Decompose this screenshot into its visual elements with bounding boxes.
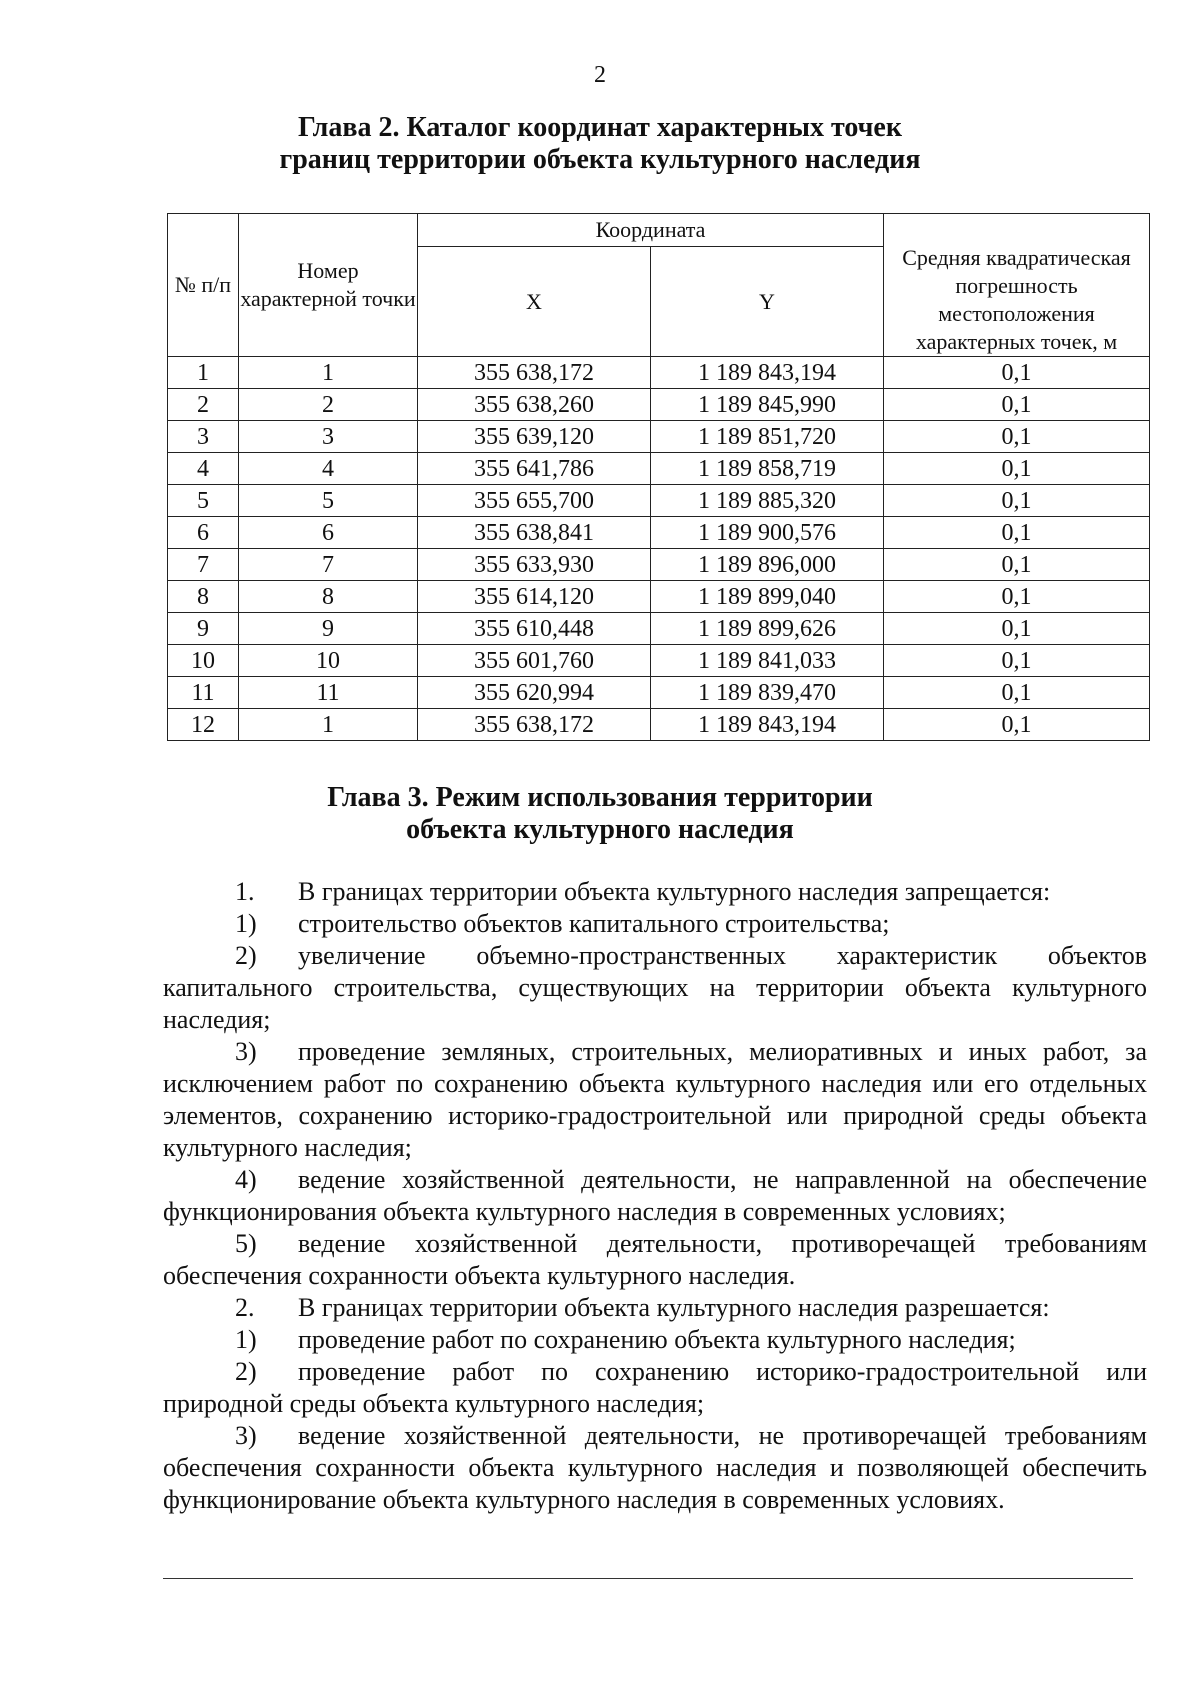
cell-y: 1 189 885,320 (651, 485, 884, 517)
list-marker: 5) (235, 1229, 257, 1258)
cell-point: 3 (239, 421, 418, 453)
page-number: 2 (594, 62, 606, 88)
list-marker: 1) (235, 909, 257, 938)
cell-x: 355 638,260 (418, 389, 651, 421)
list-text: В границах территории объекта культурного наследия разрешается: (298, 1293, 1050, 1322)
cell-point: 9 (239, 613, 418, 645)
cell-y: 1 189 843,194 (651, 357, 884, 389)
list-text: проведение земляных, строительных, мелиоративных и иных работ, за исключением работ по сохранению объекта культурного наследия или его отдельных элементов, сохранению историко-градостроительной или природной среды объекта культурного наследия; (163, 1037, 1147, 1162)
list-marker: 1. (235, 877, 255, 906)
cell-x: 355 620,994 (418, 677, 651, 709)
cell-x: 355 655,700 (418, 485, 651, 517)
cell-error: 0,1 (884, 581, 1150, 613)
table-row (168, 517, 1150, 549)
cell-point: 1 (239, 709, 418, 741)
table-row (168, 357, 1150, 389)
table-row (168, 677, 1150, 709)
header-error: Средняя квадратическая погрешность местоположения характерных точек, м (884, 214, 1150, 357)
cell-error: 0,1 (884, 613, 1150, 645)
coordinates-table (167, 213, 1150, 741)
list-item (163, 1164, 1147, 1228)
list-item (163, 1292, 1147, 1324)
cell-point: 7 (239, 549, 418, 581)
cell-point: 4 (239, 453, 418, 485)
cell-y: 1 189 899,040 (651, 581, 884, 613)
table-row (168, 485, 1150, 517)
list-text: ведение хозяйственной деятельности, противоречащей требованиям обеспечения сохранности объекта культурного наследия. (163, 1229, 1147, 1290)
chapter2-title-line1: Глава 2. Каталог координат характерных точек (298, 112, 902, 143)
cell-point: 5 (239, 485, 418, 517)
cell-y: 1 189 851,720 (651, 421, 884, 453)
list-item (163, 908, 1147, 940)
cell-x: 355 610,448 (418, 613, 651, 645)
list-item (163, 1324, 1147, 1356)
list-item (163, 1036, 1147, 1164)
list-text: В границах территории объекта культурного наследия запрещается: (298, 877, 1051, 906)
list-text: увеличение объемно-пространственных характеристик объектов капитального строительства, существующих на территории объекта культурного наследия; (163, 941, 1147, 1034)
cell-x: 355 639,120 (418, 421, 651, 453)
cell-x: 355 614,120 (418, 581, 651, 613)
cell-point: 6 (239, 517, 418, 549)
cell-num: 3 (168, 421, 239, 453)
cell-x: 355 638,841 (418, 517, 651, 549)
list-marker: 1) (235, 1325, 257, 1354)
header-y: Y (651, 247, 884, 357)
header-x: X (418, 247, 651, 357)
chapter3-heading (0, 782, 1200, 846)
cell-x: 355 638,172 (418, 357, 651, 389)
cell-y: 1 189 843,194 (651, 709, 884, 741)
table-row (168, 613, 1150, 645)
cell-num: 4 (168, 453, 239, 485)
list-text: ведение хозяйственной деятельности, не направленной на обеспечение функционирования объекта культурного наследия в современных условиях; (163, 1165, 1147, 1226)
cell-y: 1 189 858,719 (651, 453, 884, 485)
cell-num: 9 (168, 613, 239, 645)
cell-y: 1 189 845,990 (651, 389, 884, 421)
cell-point: 10 (239, 645, 418, 677)
list-item (163, 940, 1147, 1036)
cell-error: 0,1 (884, 517, 1150, 549)
cell-num: 1 (168, 357, 239, 389)
cell-x: 355 638,172 (418, 709, 651, 741)
cell-error: 0,1 (884, 389, 1150, 421)
chapter2-heading (0, 112, 1200, 176)
cell-error: 0,1 (884, 549, 1150, 581)
cell-num: 8 (168, 581, 239, 613)
cell-point: 11 (239, 677, 418, 709)
list-marker: 2) (235, 1357, 257, 1386)
cell-num: 7 (168, 549, 239, 581)
cell-point: 8 (239, 581, 418, 613)
cell-num: 5 (168, 485, 239, 517)
cell-y: 1 189 900,576 (651, 517, 884, 549)
cell-num: 11 (168, 677, 239, 709)
cell-x: 355 633,930 (418, 549, 651, 581)
cell-error: 0,1 (884, 421, 1150, 453)
cell-error: 0,1 (884, 485, 1150, 517)
cell-error: 0,1 (884, 357, 1150, 389)
cell-num: 6 (168, 517, 239, 549)
table-row (168, 709, 1150, 741)
cell-y: 1 189 896,000 (651, 549, 884, 581)
cell-error: 0,1 (884, 645, 1150, 677)
cell-x: 355 641,786 (418, 453, 651, 485)
list-item (163, 1420, 1147, 1516)
cell-y: 1 189 899,626 (651, 613, 884, 645)
cell-y: 1 189 839,470 (651, 677, 884, 709)
chapter3-title-line2: объекта культурного наследия (406, 814, 794, 845)
list-item (163, 1228, 1147, 1292)
table-row (168, 421, 1150, 453)
cell-x: 355 601,760 (418, 645, 651, 677)
table-row (168, 645, 1150, 677)
header-point: Номер характерной точки (239, 214, 418, 357)
table-row (168, 389, 1150, 421)
list-text: проведение работ по сохранению историко-градостроительной или природной среды объекта культурного наследия; (163, 1357, 1147, 1418)
chapter3-body (163, 876, 1147, 1516)
list-text: строительство объектов капитального строительства; (298, 909, 890, 938)
header-coordinate: Координата (418, 214, 884, 247)
list-marker: 4) (235, 1165, 257, 1194)
cell-point: 1 (239, 357, 418, 389)
cell-y: 1 189 841,033 (651, 645, 884, 677)
cell-error: 0,1 (884, 453, 1150, 485)
list-item (163, 876, 1147, 908)
header-num: № п/п (168, 214, 239, 357)
list-marker: 3) (235, 1421, 257, 1450)
cell-num: 10 (168, 645, 239, 677)
table-row (168, 581, 1150, 613)
table-row (168, 453, 1150, 485)
list-marker: 3) (235, 1037, 257, 1066)
list-marker: 2) (235, 941, 257, 970)
cell-point: 2 (239, 389, 418, 421)
cell-error: 0,1 (884, 709, 1150, 741)
list-item (163, 1356, 1147, 1420)
table-row (168, 549, 1150, 581)
cell-num: 12 (168, 709, 239, 741)
chapter2-title-line2: границ территории объекта культурного наследия (279, 144, 921, 175)
list-text: проведение работ по сохранению объекта культурного наследия; (298, 1325, 1016, 1354)
bottom-rule (163, 1578, 1133, 1579)
table-body (168, 357, 1150, 741)
list-marker: 2. (235, 1293, 255, 1322)
chapter3-title-line1: Глава 3. Режим использования территории (327, 782, 873, 813)
cell-num: 2 (168, 389, 239, 421)
cell-error: 0,1 (884, 677, 1150, 709)
list-text: ведение хозяйственной деятельности, не противоречащей требованиям обеспечения сохранности объекта культурного наследия и позволяющей обеспечить функционирование объекта культурного наследия в современных условиях. (163, 1421, 1147, 1514)
